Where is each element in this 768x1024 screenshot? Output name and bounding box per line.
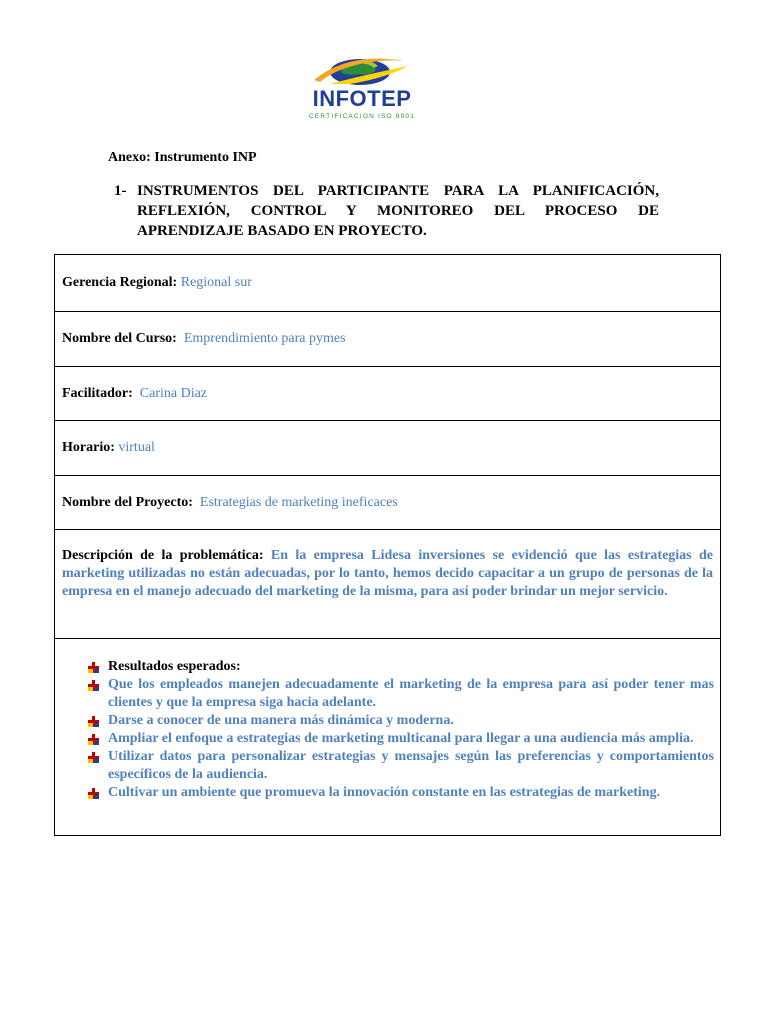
- proyecto-value: Estrategias de marketing ineficaces: [199, 494, 398, 510]
- descripcion-value: En la empresa Lidesa inversiones se evidenció que las estrategias de marketing utilizadas no están adecuadas, por lo tanto, hemos decido capacitar a un grupo de personas de la empresa en el manejo adecuado del marketing de la misma, para así poder brindar un mejor servicio.: [62, 548, 713, 599]
- bullet-icon: [88, 752, 99, 763]
- facilitador-label: Facilitador:: [62, 385, 140, 401]
- section-heading: [114, 181, 659, 241]
- list-item: [86, 730, 714, 748]
- row-gerencia: [55, 255, 720, 312]
- resultados-list: [86, 658, 714, 802]
- row-proyecto: [55, 476, 720, 530]
- row-horario: [55, 421, 720, 476]
- facilitador-value: Carina Diaz: [139, 385, 208, 401]
- list-item: [86, 712, 714, 730]
- row-facilitador: [55, 367, 720, 421]
- logo-tagline: CERTIFICACION ISO 9001: [308, 113, 416, 120]
- infotep-logo-graphic: [290, 54, 436, 122]
- resultado-item-text: Ampliar el enfoque a estrategias de marketing multicanal para llegar a una audiencia más amplia.: [108, 731, 694, 746]
- proyecto-label: Nombre del Proyecto:: [62, 494, 200, 510]
- row-descripcion: [55, 530, 720, 639]
- infotep-logo: [290, 54, 436, 122]
- gerencia-label: Gerencia Regional:: [62, 275, 181, 290]
- horario-label: Horario:: [62, 440, 119, 455]
- section-heading-text: INSTRUMENTOS DEL PARTICIPANTE PARA LA PLANIFICACIÓN, REFLEXIÓN, CONTROL Y MONITOREO DEL PROCESO DE APRENDIZAJE BASADO EN PROYECTO.: [137, 183, 659, 239]
- logo-wordmark: INFOTEP: [312, 86, 412, 111]
- resultados-heading: Resultados esperados:: [108, 659, 241, 674]
- annex-title: Anexo: Instrumento INP: [108, 150, 257, 165]
- gerencia-value: Regional sur: [180, 275, 252, 290]
- bullet-icon: [88, 734, 99, 745]
- bullet-icon: [88, 788, 99, 799]
- resultado-item-text: Cultivar un ambiente que promueva la innovación constante en las estrategias de marketing.: [108, 785, 661, 800]
- descripcion-label: Descripción de la problemática:: [62, 548, 271, 563]
- bullet-icon: [88, 680, 99, 691]
- bullet-icon: [88, 716, 99, 727]
- resultado-item-text: Que los empleados manejen adecuadamente el marketing de la empresa para así poder tener mas clientes y que la empresa siga hacia adelante.: [108, 677, 714, 710]
- bullet-icon: [88, 662, 99, 673]
- list-item: [86, 676, 714, 712]
- row-curso: [55, 312, 720, 367]
- resultado-item-text: Darse a conocer de una manera más dinámica y moderna.: [108, 713, 454, 728]
- section-number: 1-: [114, 183, 127, 199]
- participant-form-table: [54, 254, 721, 836]
- list-item: [86, 658, 714, 676]
- resultados-cell: [55, 639, 720, 835]
- resultado-item-text: Utilizar datos para personalizar estrategias y mensajes según las preferencias y comportamientos específicos de la audiencia.: [108, 749, 714, 782]
- curso-label: Nombre del Curso:: [62, 331, 184, 346]
- list-item: [86, 784, 714, 802]
- curso-value: Emprendimiento para pymes: [183, 331, 346, 346]
- horario-value: virtual: [118, 440, 155, 455]
- list-item: [86, 748, 714, 784]
- descripcion-paragraph: [62, 547, 713, 601]
